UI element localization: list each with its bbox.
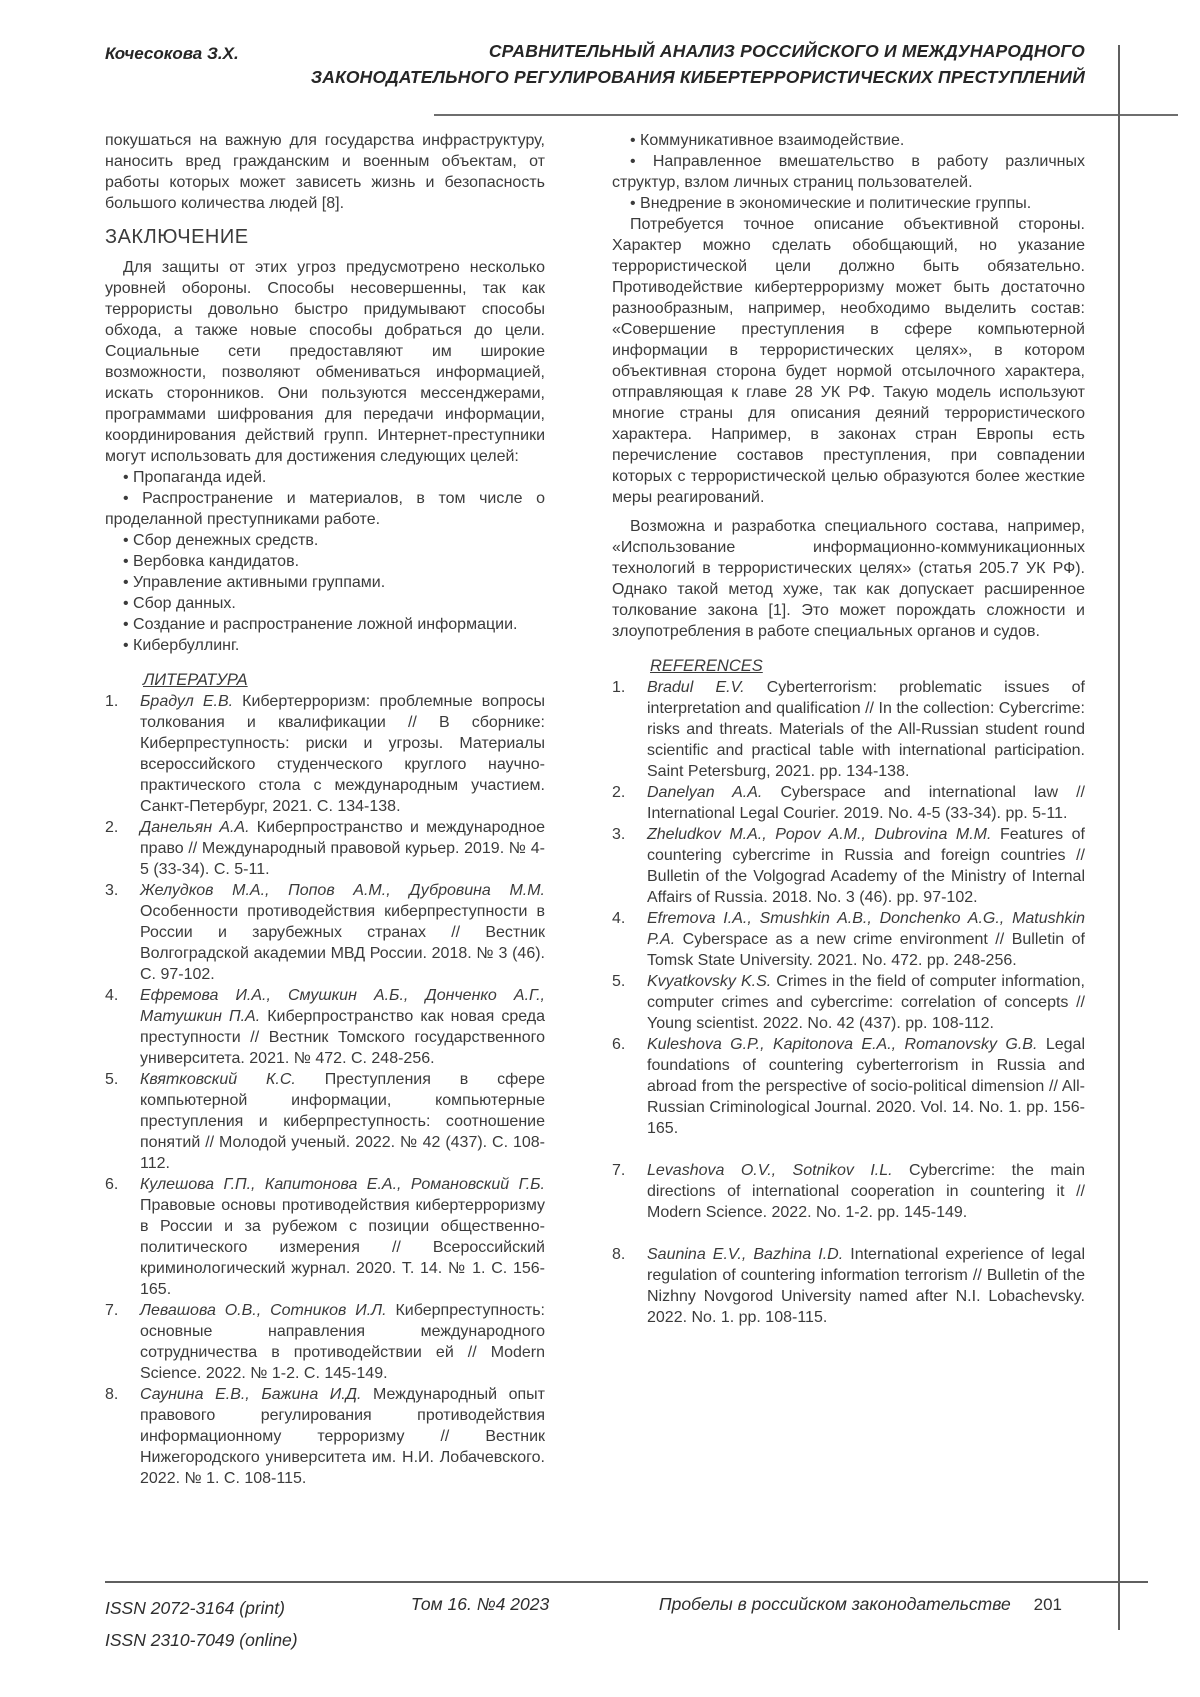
reference-text: Правовые основы противодействия кибертерроризму в России и за рубежом с позиции общественно-политического измерения // Всероссийский криминологический журнал. 2020. Т. 14. № 1. С. 156-165.	[140, 1197, 545, 1298]
reference-authors: Желудков М.А., Попов А.М., Дубровина М.М.	[140, 882, 545, 899]
reference-item	[612, 824, 1085, 908]
references-list	[612, 677, 1085, 1328]
special-composition-paragraph: Возможна и разработка специального состава, например, «Использование информационно-коммуникационных технологий в террористических целях» (статья 205.7 УК РФ). Однако такой метод хуже, так как допускает расширенное толкование закона [1]. Это может порождать сложности и злоупотребления в работе специальных органов и судов.	[612, 518, 1085, 640]
article-title-line-2: ЗАКОНОДАТЕЛЬНОГО РЕГУЛИРОВАНИЯ КИБЕРТЕРРОРИСТИЧЕСКИХ ПРЕСТУПЛЕНИЙ	[310, 67, 1085, 87]
reference-authors: Saunina E.V., Bazhina I.D.	[647, 1246, 844, 1263]
reference-authors: Danelyan A.A.	[647, 784, 763, 801]
author-name: Кочесокова З.Х.	[105, 44, 239, 63]
reference-number: 8.	[612, 1246, 626, 1263]
reference-item	[612, 1160, 1085, 1223]
bullet-item: • Сбор данных.	[105, 593, 545, 614]
reference-item	[612, 971, 1085, 1034]
reference-text: Международный опыт правового регулирования противодействия информационному терроризму // Вестник Нижегородского университета им. Н.И. Лобачевского. 2022. № 1. С. 108-115.	[140, 1386, 546, 1487]
reference-number: 8.	[105, 1386, 119, 1403]
bullet-item: • Коммуникативное взаимодействие.	[612, 130, 1085, 151]
reference-authors: Левашова О.В., Сотников И.Л.	[140, 1302, 387, 1319]
footer-rule	[105, 1581, 1148, 1583]
reference-item	[612, 908, 1085, 971]
reference-text: Legal foundations of countering cyberterrorism in Russia and abroad from the perspective of socio-political dimension // All-Russian Criminological Journal. 2020. Vol. 14. No. 1. pp. 156-165.	[647, 1036, 1085, 1137]
reference-authors: Levashova O.V., Sotnikov I.L.	[647, 1162, 893, 1179]
reference-authors: Kvyatkovsky K.S.	[647, 973, 772, 990]
page-body	[105, 130, 1085, 1489]
reference-number: 7.	[612, 1162, 626, 1179]
article-title-line-1: СРАВНИТЕЛЬНЫЙ АНАЛИЗ РОССИЙСКОГО И МЕЖДУНАРОДНОГО	[488, 41, 1085, 61]
references-heading: REFERENCES	[650, 657, 763, 675]
literature-list	[105, 691, 545, 1489]
objective-side-paragraph: Потребуется точное описание объективной стороны. Характер можно сделать обобщающий, но указание террористической цели должно быть обязательно. Противодействие кибертерроризму может быть достаточно разнообразным, например, необходимо выделить состав: «Совершение преступления в сфере компьютерной информации в террористических целях», в котором объективная сторона будет нормой отсылочного характера, отправляющая к главе 28 УК РФ. Такую модель используют многие страны для описания деяний террористического характера. Например, в законах стран Европы есть перечисление составов преступления, при совпадении которых с террористической целью образуются более жесткие меры реагирований.	[612, 216, 1085, 506]
reference-number: 5.	[612, 973, 626, 990]
reference-item	[105, 1384, 545, 1489]
reference-text: Cyberspace as a new crime environment // Bulletin of Tomsk State University. 2021. No. 472. pp. 248-256.	[647, 931, 1085, 969]
bullet-item: • Управление активными группами.	[105, 572, 545, 593]
reference-item	[612, 1034, 1085, 1139]
left-column	[105, 130, 545, 1489]
reference-text: Особенности противодействия киберпреступности в России и зарубежных странах // Вестник Волгоградской академии МВД России. 2018. № 3 (46). С. 97-102.	[140, 903, 545, 983]
issn-block	[105, 1592, 298, 1656]
journal-name: Пробелы в российском законодательстве	[658, 1594, 1011, 1614]
reference-number: 4.	[612, 910, 626, 927]
reference-number: 1.	[612, 679, 626, 696]
article-title	[285, 38, 1085, 90]
reference-text: International experience of legal regulation of countering information terrorism // Bulletin of the Nizhny Novgorod University named after N.I. Lobachevsky. 2022. No. 1. pp. 108-115.	[647, 1246, 1085, 1326]
reference-text: Crimes in the field of computer information, computer crimes and cybercrime: correlation of concepts // Young scientist. 2022. No. 42 (437). pp. 108-112.	[647, 973, 1085, 1032]
reference-text: Features of countering cybercrime in Russia and foreign countries // Bulletin of the Volgograd Academy of the Ministry of Internal Affairs of Russia. 2018. No. 3 (46). pp. 97-102.	[647, 826, 1086, 906]
reference-item	[105, 880, 545, 985]
page-number: 201	[1033, 1595, 1062, 1614]
volume-issue: Том 16. №4 2023	[410, 1594, 550, 1614]
bullet-item: • Пропаганда идей.	[105, 467, 545, 488]
bullet-item: • Сбор денежных средств.	[105, 530, 545, 551]
reference-number: 3.	[105, 882, 119, 899]
reference-number: 5.	[105, 1071, 119, 1088]
methods-bullet-list	[612, 130, 1085, 214]
reference-item	[105, 1300, 545, 1384]
reference-authors: Ефремова И.А., Смушкин А.Б., Донченко А.Г., Матушкин П.А.	[140, 987, 545, 1025]
reference-text: Кибертерроризм: проблемные вопросы толкования и квалификации // В сборнике: Киберпреступность: риски и угрозы. Материалы всероссийского студенческого круглого научно-практического стола с международным участием. Санкт-Петербург, 2021. С. 134-138.	[140, 693, 545, 815]
paragraph-continuation: покушаться на важную для государства инфраструктуру, наносить вред гражданским и военным объектам, от работы которых может зависеть жизнь и безопасность большого количества людей [8].	[105, 132, 545, 212]
reference-authors: Zheludkov M.A., Popov A.M., Dubrovina M.M.	[647, 826, 992, 843]
reference-item	[105, 817, 545, 880]
reference-authors: Кулешова Г.П., Капитонова Е.А., Романовский Г.Б.	[140, 1176, 545, 1193]
bullet-item: • Направленное вмешательство в работу различных структур, взлом личных страниц пользователей.	[612, 151, 1085, 193]
reference-item	[105, 1069, 545, 1174]
reference-item	[612, 782, 1085, 824]
reference-text: Cyberterrorism: problematic issues of interpretation and qualification // In the collection: Cybercrime: risks and threats. Materials of the All-Russian student round scientific and practical table with international participation. Saint Petersburg, 2021. pp. 134-138.	[647, 679, 1085, 780]
bullet-item: • Создание и распространение ложной информации.	[105, 614, 545, 635]
reference-item	[105, 691, 545, 817]
reference-item	[612, 1244, 1085, 1328]
reference-authors: Данельян А.А.	[140, 819, 250, 836]
reference-authors: Саунина Е.В., Бажина И.Д.	[140, 1386, 362, 1403]
reference-item	[105, 1174, 545, 1300]
header-rule	[434, 114, 1178, 116]
reference-number: 2.	[612, 784, 626, 801]
reference-text: Преступления в сфере компьютерной информации, компьютерные преступления и киберпреступность: соотношение понятий // Молодой ученый. 2022. № 42 (437). С. 108-112.	[140, 1071, 545, 1172]
bullet-item: • Распространение и материалов, в том числе о проделанной преступниками работе.	[105, 488, 545, 530]
reference-number: 4.	[105, 987, 119, 1004]
reference-number: 6.	[105, 1176, 119, 1193]
right-margin-rule	[1118, 45, 1120, 1630]
reference-authors: Kuleshova G.P., Kapitonova E.A., Romanovsky G.B.	[647, 1036, 1038, 1053]
reference-text: Киберпространство и международное право // Международный правовой курьер. 2019. № 4-5 (33-34). С. 5-11.	[140, 819, 545, 878]
reference-text: Киберпреступность: основные направления международного сотрудничества в противодействии ей // Modern Science. 2022. № 1-2. С. 145-149.	[140, 1302, 545, 1382]
reference-number: 3.	[612, 826, 626, 843]
reference-text: Киберпространство как новая среда преступности // Вестник Томского государственного университета. 2021. № 472. С. 248-256.	[140, 1008, 545, 1067]
reference-authors: Квятковский К.С.	[140, 1071, 296, 1088]
reference-authors: Bradul E.V.	[647, 679, 745, 696]
issn-print: ISSN 2072-3164 (print)	[105, 1598, 285, 1618]
reference-item	[612, 677, 1085, 782]
reference-number: 6.	[612, 1036, 626, 1053]
reference-authors: Брадул Е.В.	[140, 693, 234, 710]
journal-name-block	[600, 1594, 1062, 1615]
literature-heading: ЛИТЕРАТУРА	[143, 671, 248, 689]
right-column	[612, 130, 1085, 1489]
conclusion-paragraph: Для защиты от этих угроз предусмотрено несколько уровней обороны. Способы несовершенны, так как террористы довольно быстро придумывают способы обхода, а также новые способы добраться до цели. Социальные сети предоставляют им широкие возможности, позволяют обмениваться информацией, искать сторонников. Они пользуются мессенджерами, программами шифрования для передачи информации, координирования действий групп. Интернет-преступники могут использовать для достижения следующих целей:	[105, 259, 545, 465]
bullet-item: • Внедрение в экономические и политические группы.	[612, 193, 1085, 214]
reference-text: Cyberspace and international law // International Legal Courier. 2019. No. 4-5 (33-34). pp. 5-11.	[647, 784, 1085, 822]
reference-authors: Efremova I.A., Smushkin A.B., Donchenko A.G., Matushkin P.A.	[647, 910, 1085, 948]
reference-number: 1.	[105, 693, 119, 710]
reference-item	[105, 985, 545, 1069]
issn-online: ISSN 2310-7049 (online)	[105, 1630, 298, 1650]
goals-bullet-list	[105, 467, 545, 656]
reference-number: 2.	[105, 819, 119, 836]
bullet-item: • Вербовка кандидатов.	[105, 551, 545, 572]
reference-text: Cybercrime: the main directions of international cooperation in countering it // Modern Science. 2022. No. 1-2. pp. 145-149.	[647, 1162, 1085, 1221]
bullet-item: • Кибербуллинг.	[105, 635, 545, 656]
conclusion-heading: ЗАКЛЮЧЕНИЕ	[105, 226, 249, 248]
reference-number: 7.	[105, 1302, 119, 1319]
